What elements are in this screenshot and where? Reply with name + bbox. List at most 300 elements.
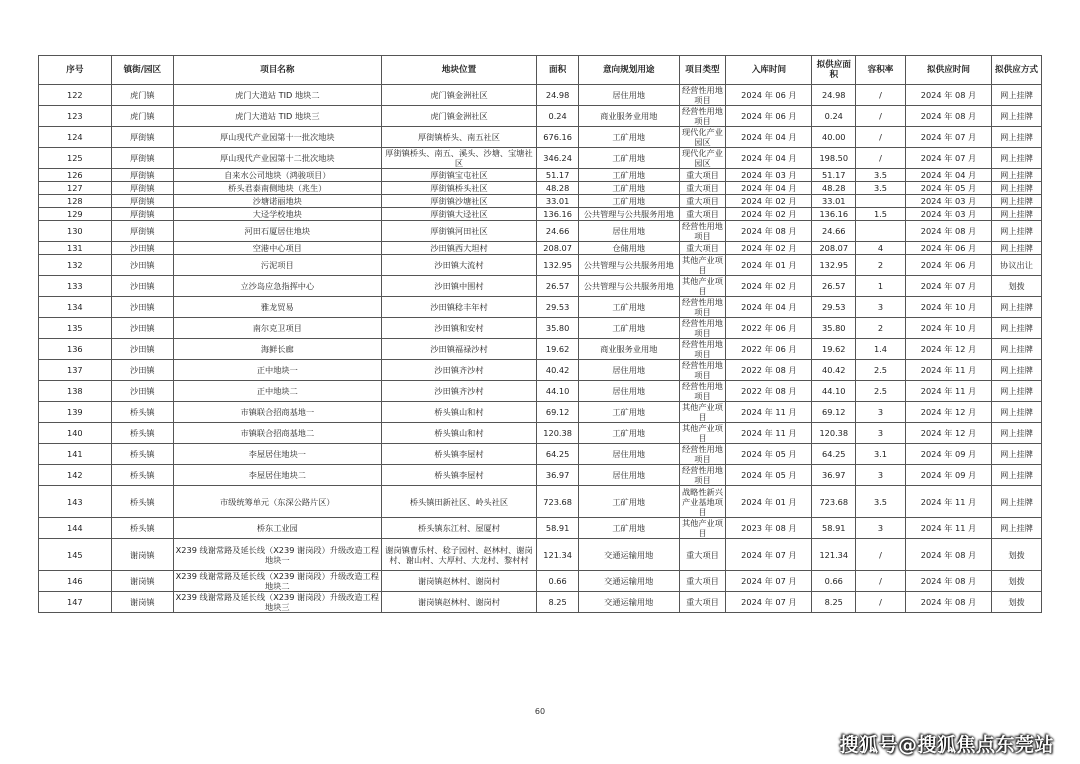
cell-supply-method: 网上挂牌 xyxy=(992,148,1042,169)
cell-town: 桥头镇 xyxy=(111,518,173,539)
cell-plot-ratio: / xyxy=(856,148,906,169)
cell-supply-time: 2024 年 08 月 xyxy=(905,106,991,127)
cell-supply-method: 网上挂牌 xyxy=(992,518,1042,539)
cell-area: 29.53 xyxy=(537,297,579,318)
cell-entry-time: 2024 年 07 月 xyxy=(726,539,812,571)
cell-planned-use: 仓储用地 xyxy=(578,242,679,255)
cell-supply-time: 2024 年 07 月 xyxy=(905,276,991,297)
cell-project-name: 沙塘诺丽地块 xyxy=(173,195,381,208)
cell-project-type: 重大项目 xyxy=(679,182,726,195)
cell-entry-time: 2024 年 01 月 xyxy=(726,486,812,518)
header-seq: 序号 xyxy=(39,56,112,85)
table-row xyxy=(39,195,1042,208)
cell-supply-area: 58.91 xyxy=(812,518,856,539)
cell-seq: 147 xyxy=(39,592,112,613)
cell-supply-area: 36.97 xyxy=(812,465,856,486)
cell-entry-time: 2024 年 11 月 xyxy=(726,402,812,423)
cell-seq: 140 xyxy=(39,423,112,444)
table-body xyxy=(39,85,1042,613)
cell-seq: 135 xyxy=(39,318,112,339)
cell-supply-method: 网上挂牌 xyxy=(992,85,1042,106)
cell-supply-time: 2024 年 09 月 xyxy=(905,444,991,465)
header-plot-ratio: 容积率 xyxy=(856,56,906,85)
table-row xyxy=(39,381,1042,402)
cell-seq: 130 xyxy=(39,221,112,242)
table-row xyxy=(39,539,1042,571)
cell-area: 346.24 xyxy=(537,148,579,169)
cell-planned-use: 工矿用地 xyxy=(578,318,679,339)
cell-project-name: 桥东工业园 xyxy=(173,518,381,539)
cell-project-type: 经营性用地项目 xyxy=(679,106,726,127)
cell-supply-time: 2024 年 11 月 xyxy=(905,486,991,518)
cell-supply-time: 2024 年 10 月 xyxy=(905,318,991,339)
cell-supply-method: 协议出让 xyxy=(992,255,1042,276)
cell-location: 厚街镇桥头、南五、溪头、沙塘、宝塘社区 xyxy=(381,148,537,169)
cell-supply-method: 网上挂牌 xyxy=(992,318,1042,339)
header-supply-area: 拟供应面积 xyxy=(812,56,856,85)
cell-project-type: 重大项目 xyxy=(679,539,726,571)
cell-area: 24.98 xyxy=(537,85,579,106)
cell-town: 谢岗镇 xyxy=(111,571,173,592)
cell-entry-time: 2024 年 01 月 xyxy=(726,255,812,276)
page-number: 60 xyxy=(534,707,546,716)
cell-planned-use: 工矿用地 xyxy=(578,182,679,195)
cell-area: 35.80 xyxy=(537,318,579,339)
table-row xyxy=(39,465,1042,486)
cell-project-type: 现代化产业园区 xyxy=(679,148,726,169)
cell-seq: 122 xyxy=(39,85,112,106)
cell-plot-ratio xyxy=(856,195,906,208)
cell-project-name: X239 线谢常路及延长线（X239 谢岗段）升级改造工程地块二 xyxy=(173,571,381,592)
cell-entry-time: 2023 年 08 月 xyxy=(726,518,812,539)
cell-supply-method: 网上挂牌 xyxy=(992,339,1042,360)
cell-entry-time: 2024 年 05 月 xyxy=(726,465,812,486)
cell-project-name: 厚山现代产业园第十一批次地块 xyxy=(173,127,381,148)
land-supply-table xyxy=(38,55,1042,613)
cell-supply-area: 19.62 xyxy=(812,339,856,360)
cell-project-type: 重大项目 xyxy=(679,571,726,592)
cell-project-name: X239 线谢常路及延长线（X239 谢岗段）升级改造工程地块三 xyxy=(173,592,381,613)
cell-supply-time: 2024 年 08 月 xyxy=(905,592,991,613)
table-row xyxy=(39,402,1042,423)
cell-area: 19.62 xyxy=(537,339,579,360)
cell-plot-ratio: / xyxy=(856,539,906,571)
cell-project-name: X239 线谢常路及延长线（X239 谢岗段）升级改造工程地块一 xyxy=(173,539,381,571)
cell-project-type: 经营性用地项目 xyxy=(679,360,726,381)
cell-project-type: 经营性用地项目 xyxy=(679,465,726,486)
land-supply-sheet xyxy=(38,55,1042,613)
cell-town: 厚街镇 xyxy=(111,127,173,148)
cell-supply-method: 划拨 xyxy=(992,539,1042,571)
cell-planned-use: 工矿用地 xyxy=(578,486,679,518)
cell-project-type: 经营性用地项目 xyxy=(679,444,726,465)
cell-entry-time: 2022 年 06 月 xyxy=(726,339,812,360)
cell-town: 厚街镇 xyxy=(111,195,173,208)
cell-location: 桥头镇李屋村 xyxy=(381,444,537,465)
cell-town: 桥头镇 xyxy=(111,444,173,465)
cell-project-type: 其他产业项目 xyxy=(679,423,726,444)
cell-location: 桥头镇李屋村 xyxy=(381,465,537,486)
cell-supply-method: 划拨 xyxy=(992,592,1042,613)
cell-planned-use: 商业服务业用地 xyxy=(578,106,679,127)
cell-town: 虎门镇 xyxy=(111,106,173,127)
cell-supply-area: 40.00 xyxy=(812,127,856,148)
cell-supply-area: 723.68 xyxy=(812,486,856,518)
cell-supply-time: 2024 年 06 月 xyxy=(905,242,991,255)
cell-plot-ratio: 3.1 xyxy=(856,444,906,465)
cell-supply-time: 2024 年 03 月 xyxy=(905,195,991,208)
cell-planned-use: 商业服务业用地 xyxy=(578,339,679,360)
cell-town: 虎门镇 xyxy=(111,85,173,106)
cell-location: 沙田镇西大坦村 xyxy=(381,242,537,255)
cell-project-type: 经营性用地项目 xyxy=(679,339,726,360)
cell-area: 676.16 xyxy=(537,127,579,148)
cell-supply-method: 网上挂牌 xyxy=(992,360,1042,381)
cell-supply-time: 2024 年 12 月 xyxy=(905,423,991,444)
cell-town: 桥头镇 xyxy=(111,423,173,444)
cell-seq: 125 xyxy=(39,148,112,169)
table-row xyxy=(39,127,1042,148)
cell-supply-time: 2024 年 08 月 xyxy=(905,85,991,106)
cell-supply-area: 26.57 xyxy=(812,276,856,297)
cell-project-type: 其他产业项目 xyxy=(679,276,726,297)
cell-supply-method: 网上挂牌 xyxy=(992,381,1042,402)
cell-area: 121.34 xyxy=(537,539,579,571)
cell-entry-time: 2024 年 02 月 xyxy=(726,276,812,297)
cell-entry-time: 2024 年 07 月 xyxy=(726,592,812,613)
cell-area: 64.25 xyxy=(537,444,579,465)
table-row xyxy=(39,208,1042,221)
cell-supply-method: 网上挂牌 xyxy=(992,486,1042,518)
cell-entry-time: 2022 年 08 月 xyxy=(726,381,812,402)
cell-project-name: 厚山现代产业园第十二批次地块 xyxy=(173,148,381,169)
table-row xyxy=(39,242,1042,255)
cell-town: 沙田镇 xyxy=(111,360,173,381)
table-row xyxy=(39,592,1042,613)
cell-supply-method: 划拨 xyxy=(992,571,1042,592)
cell-planned-use: 交通运输用地 xyxy=(578,539,679,571)
cell-project-name: 自来水公司地块（鸿骏项目） xyxy=(173,169,381,182)
cell-entry-time: 2024 年 03 月 xyxy=(726,169,812,182)
cell-planned-use: 工矿用地 xyxy=(578,297,679,318)
cell-project-type: 其他产业项目 xyxy=(679,255,726,276)
cell-entry-time: 2024 年 08 月 xyxy=(726,221,812,242)
cell-town: 沙田镇 xyxy=(111,297,173,318)
header-area: 面积 xyxy=(537,56,579,85)
cell-location: 虎门镇金洲社区 xyxy=(381,85,537,106)
cell-plot-ratio: 3 xyxy=(856,423,906,444)
cell-project-type: 重大项目 xyxy=(679,242,726,255)
cell-town: 厚街镇 xyxy=(111,169,173,182)
cell-project-type: 其他产业项目 xyxy=(679,518,726,539)
cell-project-type: 现代化产业园区 xyxy=(679,127,726,148)
cell-seq: 142 xyxy=(39,465,112,486)
cell-location: 桥头镇东江村、屋厦村 xyxy=(381,518,537,539)
cell-plot-ratio xyxy=(856,221,906,242)
cell-project-type: 经营性用地项目 xyxy=(679,381,726,402)
table-row xyxy=(39,169,1042,182)
table-row xyxy=(39,85,1042,106)
cell-plot-ratio: 2 xyxy=(856,318,906,339)
cell-plot-ratio: / xyxy=(856,592,906,613)
cell-plot-ratio: / xyxy=(856,85,906,106)
cell-town: 厚街镇 xyxy=(111,148,173,169)
cell-entry-time: 2024 年 06 月 xyxy=(726,106,812,127)
cell-town: 沙田镇 xyxy=(111,276,173,297)
cell-plot-ratio: 3 xyxy=(856,518,906,539)
cell-planned-use: 居住用地 xyxy=(578,465,679,486)
cell-plot-ratio: 1.4 xyxy=(856,339,906,360)
cell-project-type: 经营性用地项目 xyxy=(679,221,726,242)
cell-location: 沙田镇福禄沙村 xyxy=(381,339,537,360)
header-town: 镇街/园区 xyxy=(111,56,173,85)
table-row xyxy=(39,221,1042,242)
cell-planned-use: 交通运输用地 xyxy=(578,571,679,592)
cell-entry-time: 2024 年 04 月 xyxy=(726,127,812,148)
table-row xyxy=(39,518,1042,539)
cell-entry-time: 2024 年 07 月 xyxy=(726,571,812,592)
cell-seq: 123 xyxy=(39,106,112,127)
header-supply-method: 拟供应方式 xyxy=(992,56,1042,85)
cell-supply-method: 网上挂牌 xyxy=(992,169,1042,182)
cell-supply-area: 29.53 xyxy=(812,297,856,318)
cell-project-name: 虎门大道站 TID 地块三 xyxy=(173,106,381,127)
cell-location: 厚街镇桥头、南五社区 xyxy=(381,127,537,148)
cell-planned-use: 工矿用地 xyxy=(578,423,679,444)
cell-supply-method: 网上挂牌 xyxy=(992,444,1042,465)
cell-entry-time: 2024 年 04 月 xyxy=(726,182,812,195)
cell-supply-method: 网上挂牌 xyxy=(992,402,1042,423)
cell-supply-area: 48.28 xyxy=(812,182,856,195)
cell-seq: 126 xyxy=(39,169,112,182)
cell-seq: 124 xyxy=(39,127,112,148)
cell-seq: 138 xyxy=(39,381,112,402)
cell-supply-area: 44.10 xyxy=(812,381,856,402)
cell-town: 沙田镇 xyxy=(111,255,173,276)
cell-town: 沙田镇 xyxy=(111,318,173,339)
cell-supply-area: 35.80 xyxy=(812,318,856,339)
cell-town: 沙田镇 xyxy=(111,339,173,360)
cell-seq: 139 xyxy=(39,402,112,423)
cell-area: 120.38 xyxy=(537,423,579,444)
cell-supply-area: 24.98 xyxy=(812,85,856,106)
cell-planned-use: 居住用地 xyxy=(578,381,679,402)
cell-plot-ratio: 2.5 xyxy=(856,381,906,402)
cell-supply-time: 2024 年 07 月 xyxy=(905,148,991,169)
cell-plot-ratio: 1 xyxy=(856,276,906,297)
cell-project-name: 市级统筹单元（东深公路片区） xyxy=(173,486,381,518)
cell-project-name: 污泥项目 xyxy=(173,255,381,276)
cell-location: 虎门镇金洲社区 xyxy=(381,106,537,127)
header-planned-use: 意向规划用途 xyxy=(578,56,679,85)
cell-supply-area: 33.01 xyxy=(812,195,856,208)
cell-project-name: 虎门大道站 TID 地块二 xyxy=(173,85,381,106)
cell-area: 723.68 xyxy=(537,486,579,518)
cell-location: 桥头镇山和村 xyxy=(381,402,537,423)
cell-supply-area: 136.16 xyxy=(812,208,856,221)
cell-town: 厚街镇 xyxy=(111,221,173,242)
cell-seq: 146 xyxy=(39,571,112,592)
cell-seq: 131 xyxy=(39,242,112,255)
cell-project-type: 其他产业项目 xyxy=(679,402,726,423)
cell-plot-ratio: / xyxy=(856,571,906,592)
table-header-row xyxy=(39,56,1042,85)
cell-seq: 127 xyxy=(39,182,112,195)
cell-seq: 133 xyxy=(39,276,112,297)
cell-project-name: 桥头君泰南侧地块（兆生） xyxy=(173,182,381,195)
cell-location: 厚街镇河田社区 xyxy=(381,221,537,242)
cell-town: 桥头镇 xyxy=(111,402,173,423)
cell-plot-ratio: 4 xyxy=(856,242,906,255)
cell-supply-method: 网上挂牌 xyxy=(992,195,1042,208)
cell-supply-time: 2024 年 05 月 xyxy=(905,182,991,195)
table-row xyxy=(39,486,1042,518)
cell-supply-method: 网上挂牌 xyxy=(992,465,1042,486)
cell-planned-use: 工矿用地 xyxy=(578,195,679,208)
cell-supply-area: 208.07 xyxy=(812,242,856,255)
cell-project-name: 正中地块二 xyxy=(173,381,381,402)
cell-area: 0.24 xyxy=(537,106,579,127)
cell-project-type: 重大项目 xyxy=(679,195,726,208)
cell-entry-time: 2024 年 04 月 xyxy=(726,297,812,318)
cell-supply-area: 120.38 xyxy=(812,423,856,444)
cell-supply-area: 40.42 xyxy=(812,360,856,381)
cell-project-name: 市镇联合招商基地一 xyxy=(173,402,381,423)
cell-entry-time: 2022 年 08 月 xyxy=(726,360,812,381)
cell-planned-use: 工矿用地 xyxy=(578,402,679,423)
cell-supply-method: 网上挂牌 xyxy=(992,106,1042,127)
cell-plot-ratio: 3.5 xyxy=(856,486,906,518)
cell-location: 桥头镇田新社区、岭头社区 xyxy=(381,486,537,518)
cell-supply-method: 网上挂牌 xyxy=(992,423,1042,444)
cell-supply-time: 2024 年 07 月 xyxy=(905,127,991,148)
cell-supply-area: 69.12 xyxy=(812,402,856,423)
cell-supply-time: 2024 年 08 月 xyxy=(905,221,991,242)
cell-area: 36.97 xyxy=(537,465,579,486)
cell-area: 58.91 xyxy=(537,518,579,539)
table-row xyxy=(39,360,1042,381)
cell-planned-use: 交通运输用地 xyxy=(578,592,679,613)
cell-area: 44.10 xyxy=(537,381,579,402)
cell-area: 132.95 xyxy=(537,255,579,276)
table-row xyxy=(39,276,1042,297)
cell-entry-time: 2022 年 06 月 xyxy=(726,318,812,339)
cell-supply-area: 64.25 xyxy=(812,444,856,465)
cell-supply-area: 0.66 xyxy=(812,571,856,592)
cell-project-name: 南尔克卫项目 xyxy=(173,318,381,339)
cell-planned-use: 工矿用地 xyxy=(578,518,679,539)
cell-project-name: 空港中心项目 xyxy=(173,242,381,255)
cell-location: 厚街镇大迳社区 xyxy=(381,208,537,221)
cell-project-name: 大迳学校地块 xyxy=(173,208,381,221)
cell-location: 厚街镇宝屯社区 xyxy=(381,169,537,182)
watermark: 搜狐号@搜狐焦点东莞站 xyxy=(839,734,1054,756)
cell-project-name: 海鲜长廊 xyxy=(173,339,381,360)
cell-plot-ratio: / xyxy=(856,127,906,148)
cell-area: 24.66 xyxy=(537,221,579,242)
cell-supply-time: 2024 年 04 月 xyxy=(905,169,991,182)
cell-supply-area: 198.50 xyxy=(812,148,856,169)
cell-supply-area: 51.17 xyxy=(812,169,856,182)
cell-entry-time: 2024 年 04 月 xyxy=(726,148,812,169)
table-row xyxy=(39,444,1042,465)
cell-plot-ratio: 1.5 xyxy=(856,208,906,221)
cell-project-type: 重大项目 xyxy=(679,169,726,182)
cell-supply-method: 网上挂牌 xyxy=(992,242,1042,255)
cell-planned-use: 公共管理与公共服务用地 xyxy=(578,208,679,221)
cell-supply-area: 24.66 xyxy=(812,221,856,242)
cell-supply-method: 网上挂牌 xyxy=(992,182,1042,195)
cell-entry-time: 2024 年 05 月 xyxy=(726,444,812,465)
cell-plot-ratio: 3 xyxy=(856,465,906,486)
cell-area: 26.57 xyxy=(537,276,579,297)
cell-location: 谢岗镇赵林村、谢岗村 xyxy=(381,571,537,592)
cell-seq: 137 xyxy=(39,360,112,381)
table-row xyxy=(39,318,1042,339)
cell-supply-time: 2024 年 08 月 xyxy=(905,539,991,571)
cell-supply-area: 0.24 xyxy=(812,106,856,127)
cell-supply-time: 2024 年 06 月 xyxy=(905,255,991,276)
cell-planned-use: 居住用地 xyxy=(578,360,679,381)
cell-plot-ratio: 3 xyxy=(856,402,906,423)
cell-supply-method: 网上挂牌 xyxy=(992,127,1042,148)
cell-planned-use: 公共管理与公共服务用地 xyxy=(578,255,679,276)
cell-project-name: 李屋居住地块一 xyxy=(173,444,381,465)
cell-entry-time: 2024 年 02 月 xyxy=(726,195,812,208)
cell-location: 沙田镇稔丰年村 xyxy=(381,297,537,318)
cell-entry-time: 2024 年 11 月 xyxy=(726,423,812,444)
table-row xyxy=(39,423,1042,444)
cell-location: 沙田镇中围村 xyxy=(381,276,537,297)
cell-location: 沙田镇齐沙村 xyxy=(381,360,537,381)
table-row xyxy=(39,182,1042,195)
cell-project-type: 重大项目 xyxy=(679,208,726,221)
cell-town: 谢岗镇 xyxy=(111,539,173,571)
header-project-name: 项目名称 xyxy=(173,56,381,85)
cell-project-name: 河田石厦居住地块 xyxy=(173,221,381,242)
cell-town: 厚街镇 xyxy=(111,208,173,221)
cell-location: 沙田镇齐沙村 xyxy=(381,381,537,402)
cell-seq: 145 xyxy=(39,539,112,571)
cell-supply-time: 2024 年 03 月 xyxy=(905,208,991,221)
cell-supply-area: 8.25 xyxy=(812,592,856,613)
cell-seq: 134 xyxy=(39,297,112,318)
cell-area: 208.07 xyxy=(537,242,579,255)
cell-project-type: 经营性用地项目 xyxy=(679,318,726,339)
table-row xyxy=(39,339,1042,360)
cell-area: 51.17 xyxy=(537,169,579,182)
cell-town: 桥头镇 xyxy=(111,465,173,486)
cell-plot-ratio: / xyxy=(856,106,906,127)
cell-planned-use: 工矿用地 xyxy=(578,148,679,169)
header-project-type: 项目类型 xyxy=(679,56,726,85)
table-row xyxy=(39,106,1042,127)
cell-location: 谢岗镇曹乐村、稔子园村、赵林村、谢岗村、谢山村、大厚村、大龙村、黎村村 xyxy=(381,539,537,571)
cell-entry-time: 2024 年 02 月 xyxy=(726,242,812,255)
cell-project-type: 战略性新兴产业基地项目 xyxy=(679,486,726,518)
cell-supply-time: 2024 年 11 月 xyxy=(905,518,991,539)
cell-project-type: 重大项目 xyxy=(679,592,726,613)
header-entry-time: 入库时间 xyxy=(726,56,812,85)
cell-area: 136.16 xyxy=(537,208,579,221)
cell-project-name: 正中地块一 xyxy=(173,360,381,381)
cell-location: 厚街镇桥头社区 xyxy=(381,182,537,195)
cell-location: 沙田镇大流村 xyxy=(381,255,537,276)
cell-plot-ratio: 3 xyxy=(856,297,906,318)
cell-supply-method: 网上挂牌 xyxy=(992,208,1042,221)
cell-seq: 136 xyxy=(39,339,112,360)
cell-seq: 132 xyxy=(39,255,112,276)
